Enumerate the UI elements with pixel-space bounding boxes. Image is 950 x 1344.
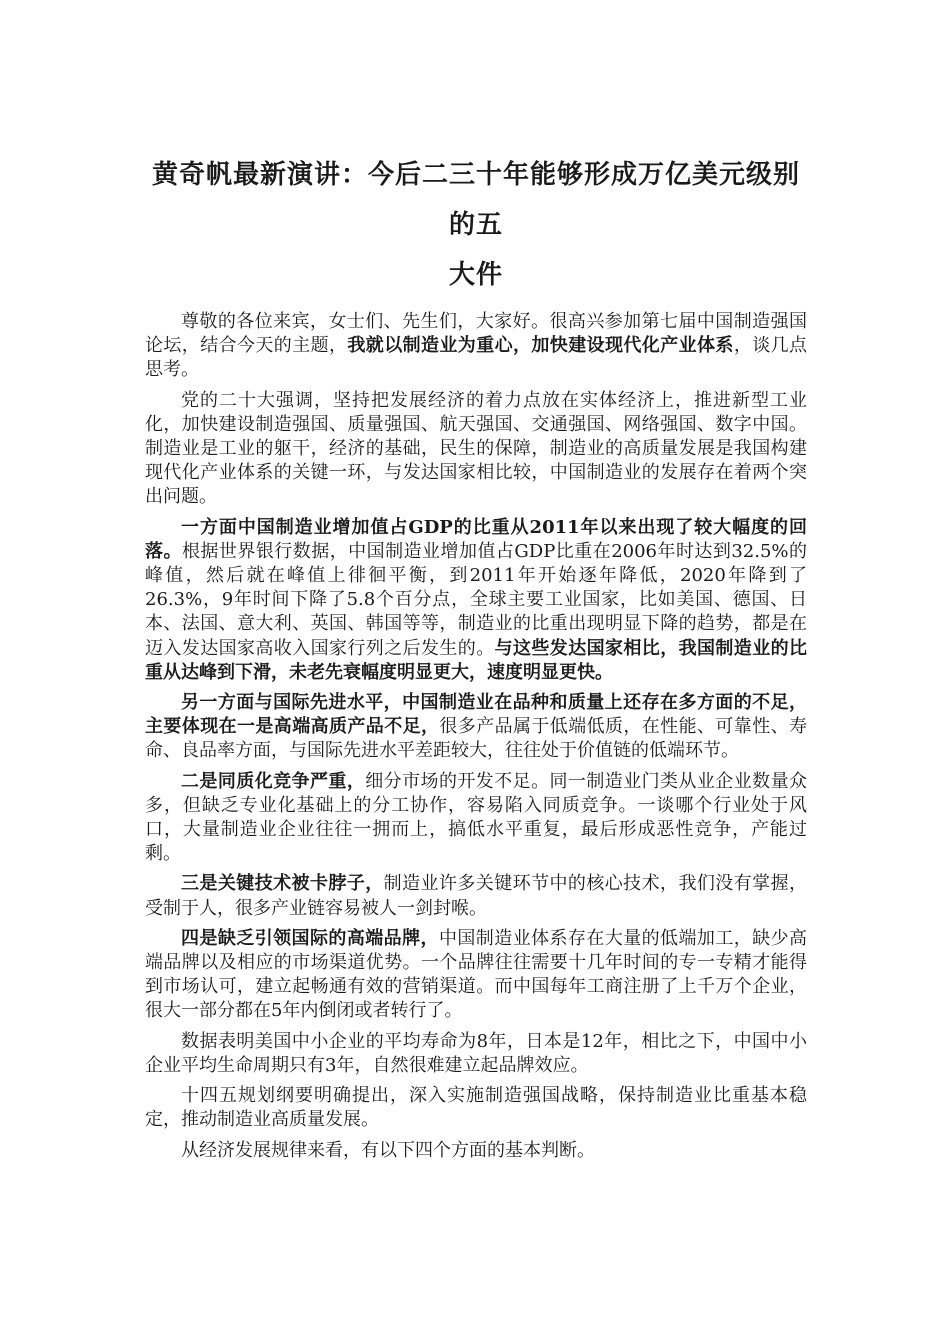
bold-text-run: 四是缺乏引领国际的高端品牌， [181,927,439,949]
paragraph [145,310,807,383]
bold-text-run: 一方面中国制造业增加值占GDP的比重从2011年以来出现了较大幅度的回落。 [145,516,807,562]
document-title [145,150,807,300]
paragraph [145,691,807,764]
text-run: 很多产品属于低端低质，在性能、可靠性、寿命、良品率方面，与国际先进水平差距较大，往往处于价值链的低端环节。 [145,716,808,762]
bold-text-run: 三是关键技术被卡脖子， [181,873,384,895]
document-page [145,150,807,1169]
bold-text-run: 另一方面与国际先进水平，中国制造业在品种和质量上还存在多方面的不足，主要体现在一是高端高质产品不足， [145,692,807,738]
text-run: 根据世界银行数据，中国制造业增加值占GDP比重在2006年时达到32.5%的峰值，然后就在峰值上徘徊平衡，到2011年开始逐年降低，2020年降到了26.3%，9年时间下降了5.8个百分点，全球主要工业国家，比如美国、德国、日本、法国、意大利、英国、韩国等等，制造业的比重出现明显下降的趋势，都是在迈入发达国家高收入国家行列之后发生的。 [145,540,808,659]
text-run: 尊敬的各位来宾，女士们、先生们，大家好。很高兴参加第七届中国制造强国论坛，结合今天的主题， [145,311,807,357]
text-run: ，谈几点思考。 [145,335,808,381]
paragraph [145,1030,807,1078]
paragraph [145,1084,807,1132]
bold-text-run: 我就以制造业为重心，加快建设现代化产业体系 [347,335,734,357]
paragraph [145,872,807,920]
text-run: 中国制造业体系存在大量的低端加工，缺少高端品牌以及相应的市场渠道优势。一个品牌往往需要十几年时间的专一专精才能得到市场认可，建立起畅通有效的营销渠道。而中国每年工商注册了上千万个企业，很大一部分都在5年内倒闭或者转行了。 [145,927,808,1022]
text-run: 数据表明美国中小企业的平均寿命为8年，日本是12年，相比之下，中国中小企业平均生命周期只有3年，自然很难建立起品牌效应。 [145,1030,807,1076]
title-line-2: 大件 [448,260,503,290]
paragraph [145,770,807,867]
text-run: 党的二十大强调，坚持把发展经济的着力点放在实体经济上，推进新型工业化，加快建设制造强国、质量强国、航天强国、交通强国、网络强国、数字中国。制造业是工业的躯干，经济的基础，民生的保障，制造业的高质量发展是我国构建现代化产业体系的关键一环，与发达国家相比较，中国制造业的发展存在着两个突出问题。 [145,389,807,508]
text-run: 十四五规划纲要明确提出，深入实施制造强国战略，保持制造业比重基本稳定，推动制造业高质量发展。 [145,1085,807,1131]
text-run: 细分市场的开发不足。同一制造业门类从业企业数量众多，但缺乏专业化基础上的分工协作，容易陷入同质竞争。一谈哪个行业处于风口，大量制造业企业往往一拥而上，搞低水平重复，最后形成恶性竞争，产能过剩。 [145,770,808,865]
title-line-1: 黄奇帆最新演讲：今后二三十年能够形成万亿美元级别的五 [151,160,800,240]
document-body [145,310,807,1163]
paragraph [145,1139,807,1163]
text-run: 从经济发展规律来看，有以下四个方面的基本判断。 [181,1139,595,1161]
bold-text-run: 与这些发达国家相比，我国制造业的比重从达峰到下滑，未老先衰幅度明显更大，速度明显更快。 [145,637,808,683]
bold-text-run: 二是同质化竞争严重， [181,770,366,792]
paragraph [145,927,807,1024]
text-run: 制造业许多关键环节中的核心技术，我们没有掌握，受制于人，很多产业链容易被人一剑封喉。 [145,873,808,919]
paragraph [145,389,807,510]
paragraph [145,516,807,685]
